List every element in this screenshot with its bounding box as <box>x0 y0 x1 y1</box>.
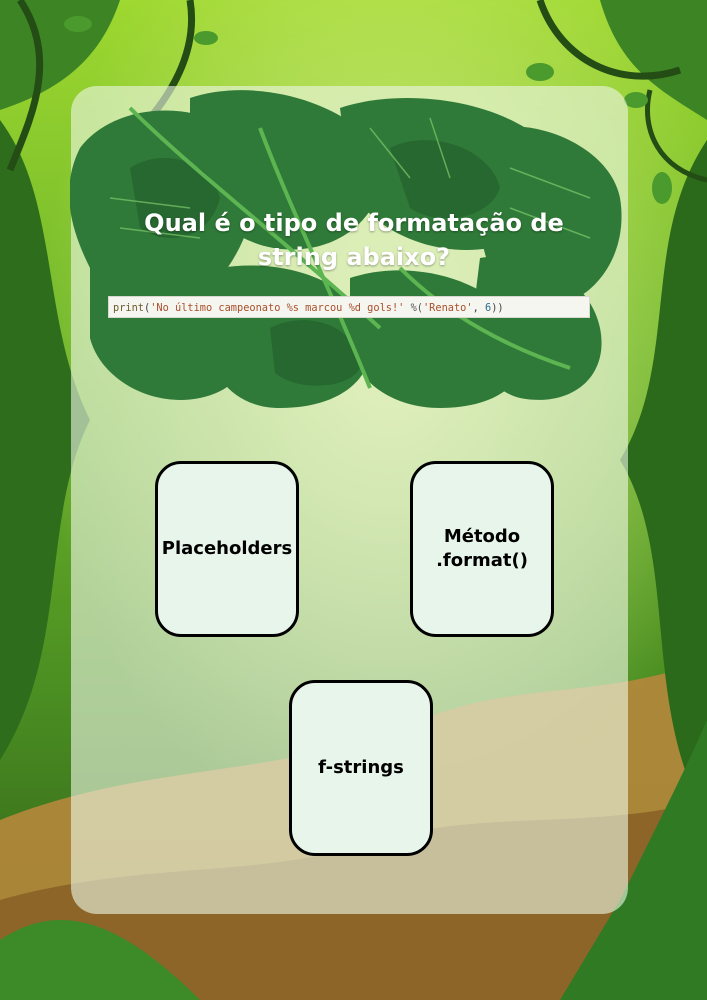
code-fn: print <box>113 302 144 314</box>
code-operator: %( <box>404 302 423 314</box>
answer-option-format-method[interactable]: Método .format() <box>410 461 554 637</box>
code-comma: , <box>472 302 485 314</box>
answer-option-f-strings[interactable]: f-strings <box>289 680 433 856</box>
question-title: Qual é o tipo de formatação de string abaixo? <box>144 209 564 271</box>
code-open: ( <box>144 302 151 314</box>
code-snippet <box>108 296 590 318</box>
code-close: )) <box>491 302 504 314</box>
code-arg1: 'Renato' <box>422 302 473 314</box>
code-string: 'No último campeonato %s marcou %d gols!' <box>150 302 405 314</box>
answer-option-placeholders[interactable]: Placeholders <box>155 461 299 637</box>
code-arg2: 6 <box>485 302 492 314</box>
